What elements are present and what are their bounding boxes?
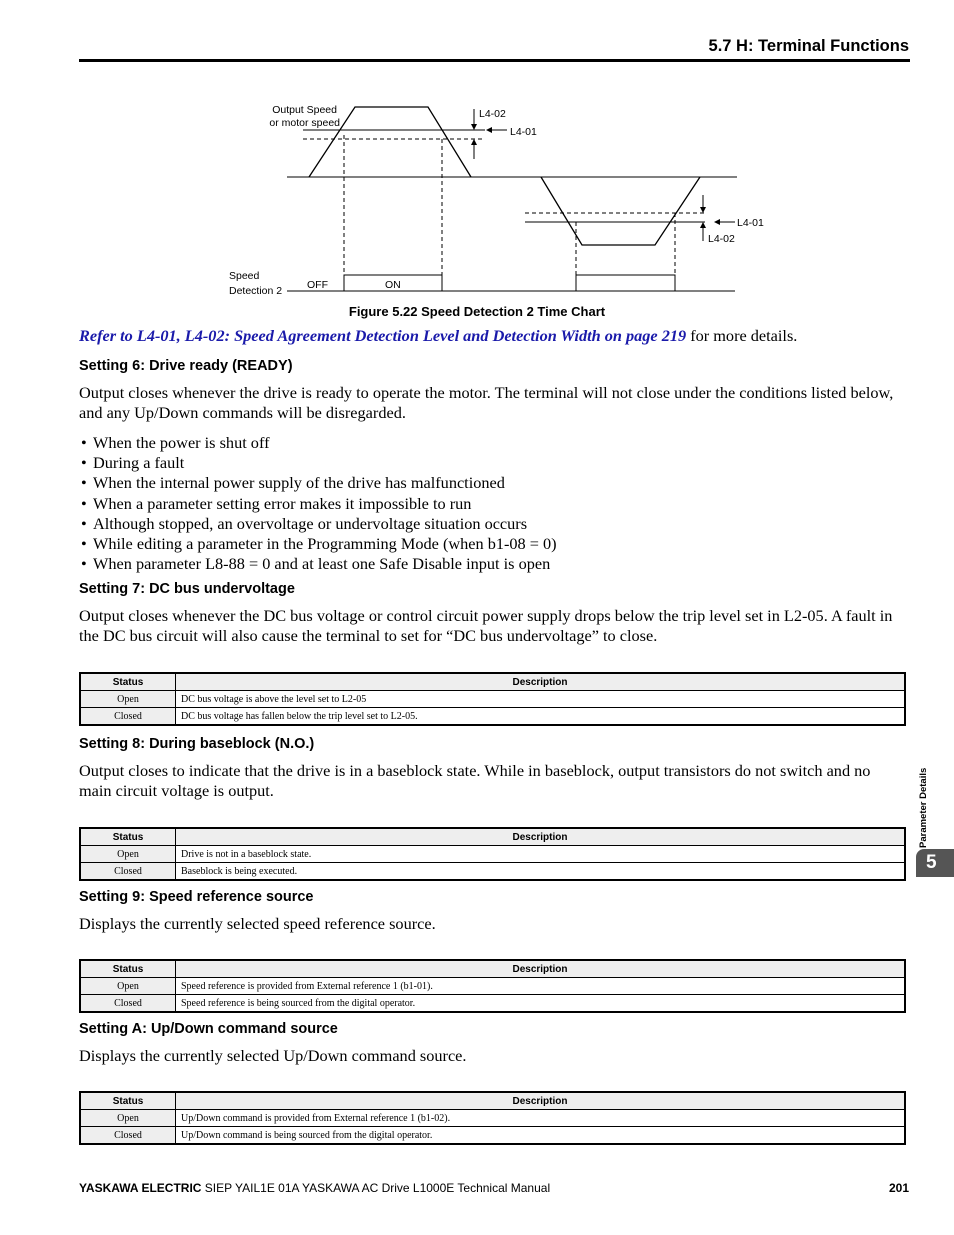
chapter-tab[interactable]: 5 xyxy=(916,849,954,877)
setting9-heading: Setting 9: Speed reference source xyxy=(79,889,314,905)
speed-detection-time-chart xyxy=(225,95,765,305)
description-cell: DC bus voltage is above the level set to L2-05 xyxy=(176,691,906,708)
status-cell: Open xyxy=(80,691,176,708)
status-cell: Closed xyxy=(80,863,176,881)
list-item: • When a parameter setting error makes it impossible to run xyxy=(79,494,557,514)
setting6-bullet-list xyxy=(79,433,557,574)
table-row xyxy=(80,846,905,863)
label-l401-top: L4-01 xyxy=(510,126,537,138)
label-output-speed-1: Output Speed xyxy=(272,104,337,116)
status-cell: Open xyxy=(80,846,176,863)
status-cell: Open xyxy=(80,978,176,995)
reference-tail: for more details. xyxy=(686,326,798,345)
setting8-heading: Setting 8: During baseblock (N.O.) xyxy=(79,736,315,752)
table-header-status: Status xyxy=(80,673,176,691)
status-cell: Closed xyxy=(80,995,176,1013)
table-header-status: Status xyxy=(80,1092,176,1110)
table-header-status: Status xyxy=(80,828,176,846)
section-title: 5.7 H: Terminal Functions xyxy=(708,37,909,55)
description-cell: Up/Down command is provided from External reference 1 (b1-02). xyxy=(176,1110,906,1127)
signal-on-pulse-2 xyxy=(576,275,675,291)
description-cell: Baseblock is being executed. xyxy=(176,863,906,881)
header-rule xyxy=(79,59,910,62)
description-cell: Speed reference is provided from External reference 1 (b1-01). xyxy=(176,978,906,995)
label-off: OFF xyxy=(307,279,328,291)
list-item: • Although stopped, an overvoltage or undervoltage situation occurs xyxy=(79,514,557,534)
table-row xyxy=(80,1127,905,1145)
reference-link[interactable]: Refer to L4-01, L4-02: Speed Agreement Detection Level and Detection Width on page 219 xyxy=(79,326,687,345)
table-header-description: Description xyxy=(176,960,906,978)
list-item: • During a fault xyxy=(79,453,557,473)
list-item: • When parameter L8-88 = 0 and at least one Safe Disable input is open xyxy=(79,554,557,574)
description-cell: Speed reference is being sourced from the digital operator. xyxy=(176,995,906,1013)
setting8-status-table xyxy=(79,827,906,881)
settingA-status-table xyxy=(79,1091,906,1145)
setting7-status-table xyxy=(79,672,906,726)
table-row xyxy=(80,708,905,726)
setting9-status-table xyxy=(79,959,906,1013)
table-header-description: Description xyxy=(176,1092,906,1110)
table-header-status: Status xyxy=(80,960,176,978)
status-cell: Closed xyxy=(80,1127,176,1145)
setting9-paragraph: Displays the currently selected speed reference source. xyxy=(79,914,436,933)
table-header-description: Description xyxy=(176,828,906,846)
setting7-paragraph: Output closes whenever the DC bus voltage or control circuit power supply drops below the trip level set in L2-05. A fault in the DC bus circuit will also cause the terminal to set for “DC bus undervoltage” to close. xyxy=(79,606,893,645)
reference-line xyxy=(79,326,907,346)
label-on: ON xyxy=(385,279,401,291)
setting6-paragraph: Output closes whenever the drive is ready to operate the motor. The terminal will not close under the conditions listed below, and any Up/Down commands will be disregarded. xyxy=(79,383,894,422)
list-item: • When the internal power supply of the drive has malfunctioned xyxy=(79,473,557,493)
label-l402-top: L4-02 xyxy=(479,108,506,120)
list-item: • While editing a parameter in the Programming Mode (when b1-08 = 0) xyxy=(79,534,557,554)
page-number: 201 xyxy=(888,1181,909,1195)
settingA-paragraph: Displays the currently selected Up/Down command source. xyxy=(79,1046,467,1065)
table-row xyxy=(80,1110,905,1127)
description-cell: Up/Down command is being sourced from the digital operator. xyxy=(176,1127,906,1145)
setting7-heading: Setting 7: DC bus undervoltage xyxy=(79,581,295,597)
side-tab-label: Parameter Details xyxy=(918,767,929,848)
footer-brand: YASKAWA ELECTRIC xyxy=(79,1181,202,1195)
label-l401-bottom: L4-01 xyxy=(737,217,764,229)
description-cell: DC bus voltage has fallen below the trip level set to L2-05. xyxy=(176,708,906,726)
table-header-description: Description xyxy=(176,673,906,691)
label-l402-bottom: L4-02 xyxy=(708,233,735,245)
status-cell: Closed xyxy=(80,708,176,726)
speed-curve-reverse xyxy=(541,177,700,245)
label-output-speed-2: or motor speed xyxy=(269,117,340,129)
list-item: • When the power is shut off xyxy=(79,433,557,453)
footer xyxy=(79,1181,550,1195)
description-cell: Drive is not in a baseblock state. xyxy=(176,846,906,863)
label-speed-detection-2: Detection 2 xyxy=(229,285,283,297)
table-row xyxy=(80,995,905,1013)
table-row xyxy=(80,978,905,995)
label-speed-detection-1: Speed xyxy=(229,270,260,282)
footer-manual: SIEP YAIL1E 01A YASKAWA AC Drive L1000E Technical Manual xyxy=(201,1181,551,1195)
setting8-paragraph: Output closes to indicate that the drive is in a baseblock state. While in baseblock, output transistors do not switch and no main circuit voltage is output. xyxy=(79,761,871,800)
table-row xyxy=(80,863,905,881)
table-row xyxy=(80,691,905,708)
status-cell: Open xyxy=(80,1110,176,1127)
figure-caption: Figure 5.22 Speed Detection 2 Time Chart xyxy=(348,304,606,319)
settingA-heading: Setting A: Up/Down command source xyxy=(79,1021,338,1037)
setting6-heading: Setting 6: Drive ready (READY) xyxy=(79,358,293,374)
